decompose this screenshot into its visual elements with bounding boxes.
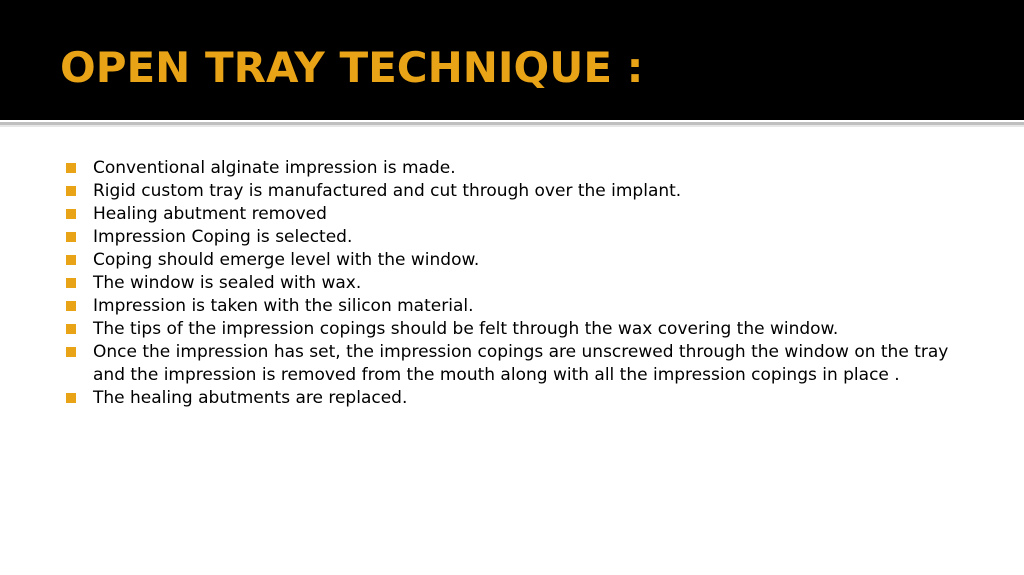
square-bullet-icon [66, 324, 76, 334]
bullet-item [66, 226, 966, 249]
slide-title: OPEN TRAY TECHNIQUE : [60, 43, 644, 92]
square-bullet-icon [66, 278, 76, 288]
bullet-text: Impression Coping is selected. [93, 227, 353, 247]
bullet-text: The healing abutments are replaced. [93, 388, 408, 408]
square-bullet-icon [66, 163, 76, 173]
square-bullet-icon [66, 393, 76, 403]
bullet-text: Healing abutment removed [93, 204, 327, 224]
square-bullet-icon [66, 301, 76, 311]
bullet-item [66, 341, 966, 387]
bullet-item [66, 387, 966, 410]
title-bar [0, 0, 1024, 120]
square-bullet-icon [66, 209, 76, 219]
bullet-text: Impression is taken with the silicon material. [93, 296, 474, 316]
square-bullet-icon [66, 347, 76, 357]
bullet-text: Conventional alginate impression is made. [93, 158, 456, 178]
bullet-item [66, 203, 966, 226]
bullet-text: The tips of the impression copings should be felt through the wax covering the window. [93, 319, 839, 339]
bullet-item [66, 180, 966, 203]
title-divider-shadow [0, 125, 1024, 127]
bullet-item [66, 249, 966, 272]
bullet-list [66, 157, 966, 410]
bullet-item [66, 295, 966, 318]
bullet-text: Once the impression has set, the impression copings are unscrewed through the window on the tray and the impression is removed from the mouth along with all the impression copings in place . [93, 342, 949, 385]
bullet-item [66, 157, 966, 180]
bullet-text: The window is sealed with wax. [93, 273, 362, 293]
bullet-item [66, 318, 966, 341]
bullet-text: Coping should emerge level with the window. [93, 250, 480, 270]
bullet-item [66, 272, 966, 295]
bullet-text: Rigid custom tray is manufactured and cut through over the implant. [93, 181, 682, 201]
square-bullet-icon [66, 186, 76, 196]
square-bullet-icon [66, 232, 76, 242]
square-bullet-icon [66, 255, 76, 265]
